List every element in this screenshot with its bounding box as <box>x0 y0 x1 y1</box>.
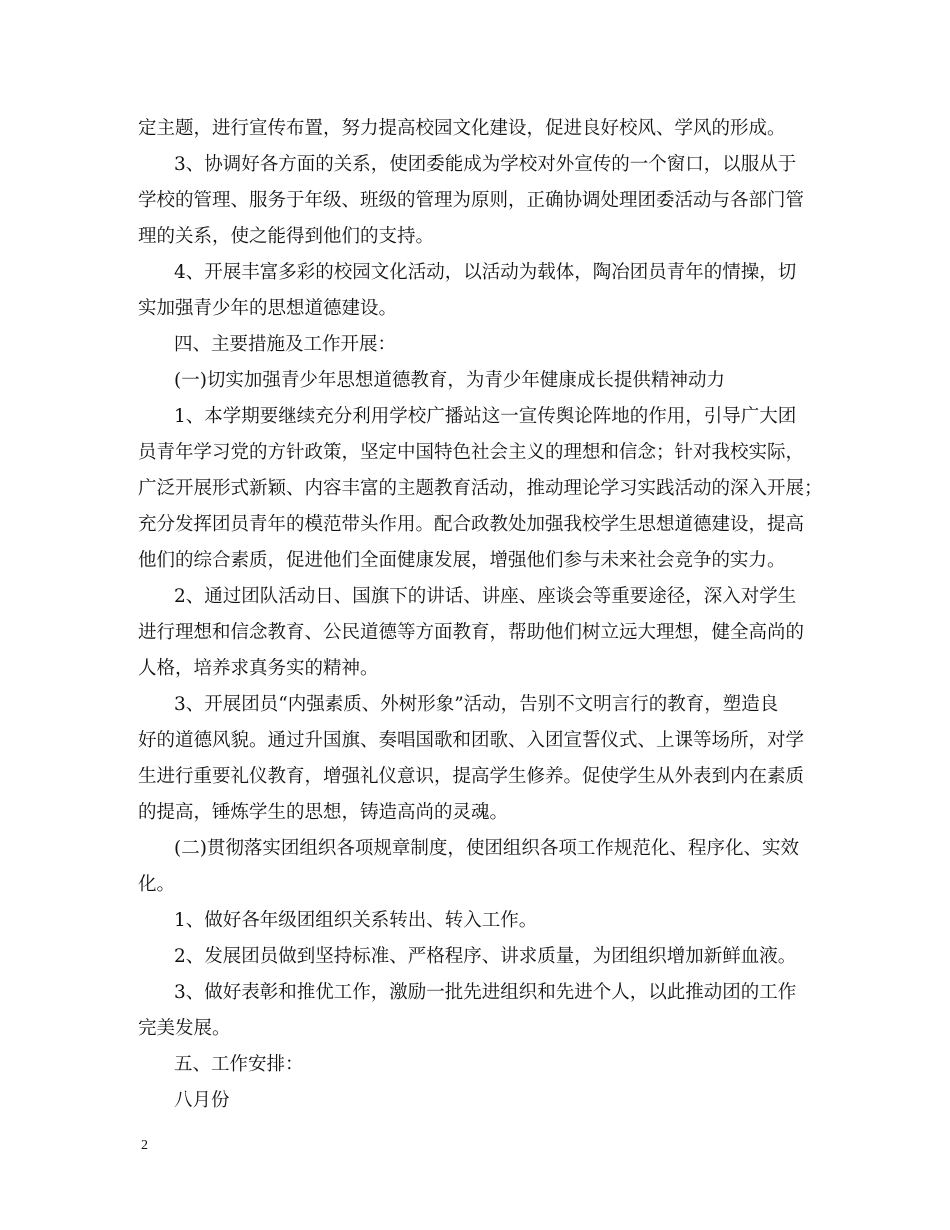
subsection-heading: (二)贯彻落实团组织各项规章制度，使团组织各项工作规范化、程序化、实效 <box>174 838 799 859</box>
text-line: 3、协调好各方面的关系，使团委能成为学校对外宣传的一个窗口，以服从于 <box>174 154 797 175</box>
text-line: 好的道德风貌。通过升国旗、奏唱国歌和团歌、入团宣誓仪式、上课等场所，对学 <box>138 730 805 751</box>
text-line: 人格，培养求真务实的精神。 <box>138 658 379 679</box>
section-heading: 四、主要措施及工作开展： <box>174 334 397 355</box>
text-line: 的提高，锤炼学生的思想，铸造高尚的灵魂。 <box>138 802 509 823</box>
text-line: 化。 <box>138 874 176 895</box>
text-line: 进行理想和信念教育、公民道德等方面教育，帮助他们树立远大理想，健全高尚的 <box>138 622 805 643</box>
text-line: 理的关系，使之能得到他们的支持。 <box>138 226 435 247</box>
text-line: 4、开展丰富多彩的校园文化活动，以活动为载体，陶冶团员青年的情操，切 <box>174 262 797 283</box>
page-number: 2 <box>141 1138 148 1153</box>
text-line: 3、开展团员“内强素质、外树形象”活动，告别不文明言行的教育，塑造良 <box>174 694 779 715</box>
text-line: 2、通过团队活动日、国旗下的讲话、讲座、座谈会等重要途径，深入对学生 <box>174 586 797 607</box>
section-heading: 五、工作安排： <box>174 1054 304 1075</box>
text-line: 他们的综合素质，促进他们全面健康发展，增强他们参与未来社会竞争的实力。 <box>138 550 786 571</box>
text-line: 生进行重要礼仪教育，增强礼仪意识，提高学生修养。促使学生从外表到内在素质 <box>138 766 805 787</box>
text-line: 完美发展。 <box>138 1018 231 1039</box>
text-line: 1、做好各年级团组织关系转出、转入工作。 <box>174 910 538 931</box>
text-line: 1、本学期要继续充分利用学校广播站这一宣传舆论阵地的作用，引导广大团 <box>174 406 797 427</box>
text-line: 广泛开展形式新颖、内容丰富的主题教育活动，推动理论学习实践活动的深入开展； <box>138 478 823 499</box>
text-line: 实加强青少年的思想道德建设。 <box>138 298 398 319</box>
text-line: 2、发展团员做到坚持标准、严格程序、讲求质量，为团组织增加新鲜血液。 <box>174 946 797 967</box>
text-line: 学校的管理、服务于年级、班级的管理为原则，正确协调处理团委活动与各部门管 <box>138 190 805 211</box>
text-line: 员青年学习党的方针政策，坚定中国特色社会主义的理想和信念；针对我校实际， <box>138 442 805 463</box>
subsection-heading: (一)切实加强青少年思想道德教育，为青少年健康成长提供精神动力 <box>174 370 725 391</box>
text-line: 八月份 <box>174 1090 230 1111</box>
text-line: 3、做好表彰和推优工作，激励一批先进组织和先进个人，以此推动团的工作 <box>174 982 797 1003</box>
text-line: 定主题，进行宣传布置，努力提高校园文化建设，促进良好校风、学风的形成。 <box>138 118 786 139</box>
text-line: 充分发挥团员青年的模范带头作用。配合政教处加强我校学生思想道德建设，提高 <box>138 514 805 535</box>
